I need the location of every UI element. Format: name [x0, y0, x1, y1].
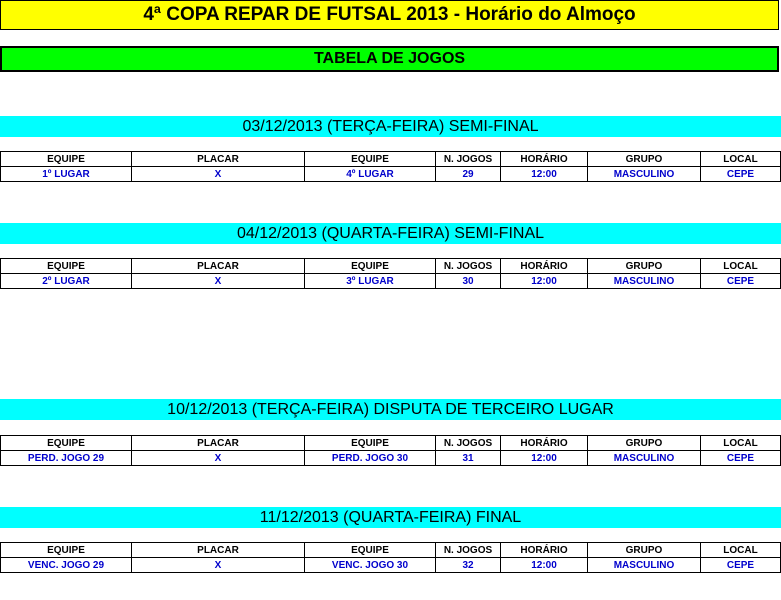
column-header: EQUIPE	[1, 259, 132, 274]
time-cell: 12:00	[501, 274, 588, 289]
score-cell: X	[132, 274, 305, 289]
score-cell: X	[132, 167, 305, 182]
column-header: EQUIPE	[305, 259, 436, 274]
table-header-row	[1, 152, 781, 167]
column-header: EQUIPE	[305, 436, 436, 451]
game-number-cell: 29	[436, 167, 501, 182]
column-header: N. JOGOS	[436, 259, 501, 274]
score-cell: X	[132, 451, 305, 466]
table-row	[1, 451, 781, 466]
location-cell: CEPE	[701, 167, 781, 182]
column-header: HORÁRIO	[501, 436, 588, 451]
column-header: GRUPO	[588, 543, 701, 558]
match-header: 04/12/2013 (QUARTA-FEIRA) SEMI-FINAL	[0, 223, 781, 244]
score-cell: X	[132, 558, 305, 573]
column-header: GRUPO	[588, 152, 701, 167]
team-home-cell: PERD. JOGO 29	[1, 451, 132, 466]
time-cell: 12:00	[501, 167, 588, 182]
column-header: EQUIPE	[305, 543, 436, 558]
column-header: LOCAL	[701, 152, 781, 167]
group-cell: MASCULINO	[588, 451, 701, 466]
match-table	[0, 151, 781, 182]
team-away-cell: 4º LUGAR	[305, 167, 436, 182]
table-row	[1, 167, 781, 182]
match-header: 10/12/2013 (TERÇA-FEIRA) DISPUTA DE TERCEIRO LUGAR	[0, 399, 781, 420]
location-cell: CEPE	[701, 558, 781, 573]
match-header: 11/12/2013 (QUARTA-FEIRA) FINAL	[0, 507, 781, 528]
table-header-row	[1, 259, 781, 274]
page-title: 4ª COPA REPAR DE FUTSAL 2013 - Horário do Almoço	[0, 0, 779, 30]
column-header: EQUIPE	[1, 152, 132, 167]
team-away-cell: PERD. JOGO 30	[305, 451, 436, 466]
column-header: LOCAL	[701, 436, 781, 451]
team-home-cell: 2º LUGAR	[1, 274, 132, 289]
match-table	[0, 542, 781, 573]
column-header: N. JOGOS	[436, 543, 501, 558]
time-cell: 12:00	[501, 558, 588, 573]
column-header: HORÁRIO	[501, 543, 588, 558]
column-header: HORÁRIO	[501, 259, 588, 274]
location-cell: CEPE	[701, 274, 781, 289]
column-header: N. JOGOS	[436, 436, 501, 451]
column-header: HORÁRIO	[501, 152, 588, 167]
group-cell: MASCULINO	[588, 558, 701, 573]
location-cell: CEPE	[701, 451, 781, 466]
column-header: PLACAR	[132, 152, 305, 167]
game-number-cell: 30	[436, 274, 501, 289]
table-header-row	[1, 543, 781, 558]
column-header: PLACAR	[132, 436, 305, 451]
column-header: PLACAR	[132, 259, 305, 274]
team-home-cell: VENC. JOGO 29	[1, 558, 132, 573]
column-header: EQUIPE	[1, 543, 132, 558]
match-table	[0, 258, 781, 289]
column-header: GRUPO	[588, 436, 701, 451]
table-header-row	[1, 436, 781, 451]
column-header: PLACAR	[132, 543, 305, 558]
column-header: GRUPO	[588, 259, 701, 274]
match-header: 03/12/2013 (TERÇA-FEIRA) SEMI-FINAL	[0, 116, 781, 137]
match-table	[0, 435, 781, 466]
team-away-cell: VENC. JOGO 30	[305, 558, 436, 573]
table-row	[1, 274, 781, 289]
time-cell: 12:00	[501, 451, 588, 466]
column-header: LOCAL	[701, 543, 781, 558]
group-cell: MASCULINO	[588, 274, 701, 289]
column-header: LOCAL	[701, 259, 781, 274]
schedule-subtitle: TABELA DE JOGOS	[0, 46, 779, 72]
team-home-cell: 1º LUGAR	[1, 167, 132, 182]
game-number-cell: 32	[436, 558, 501, 573]
group-cell: MASCULINO	[588, 167, 701, 182]
column-header: EQUIPE	[1, 436, 132, 451]
column-header: N. JOGOS	[436, 152, 501, 167]
game-number-cell: 31	[436, 451, 501, 466]
table-row	[1, 558, 781, 573]
column-header: EQUIPE	[305, 152, 436, 167]
team-away-cell: 3º LUGAR	[305, 274, 436, 289]
